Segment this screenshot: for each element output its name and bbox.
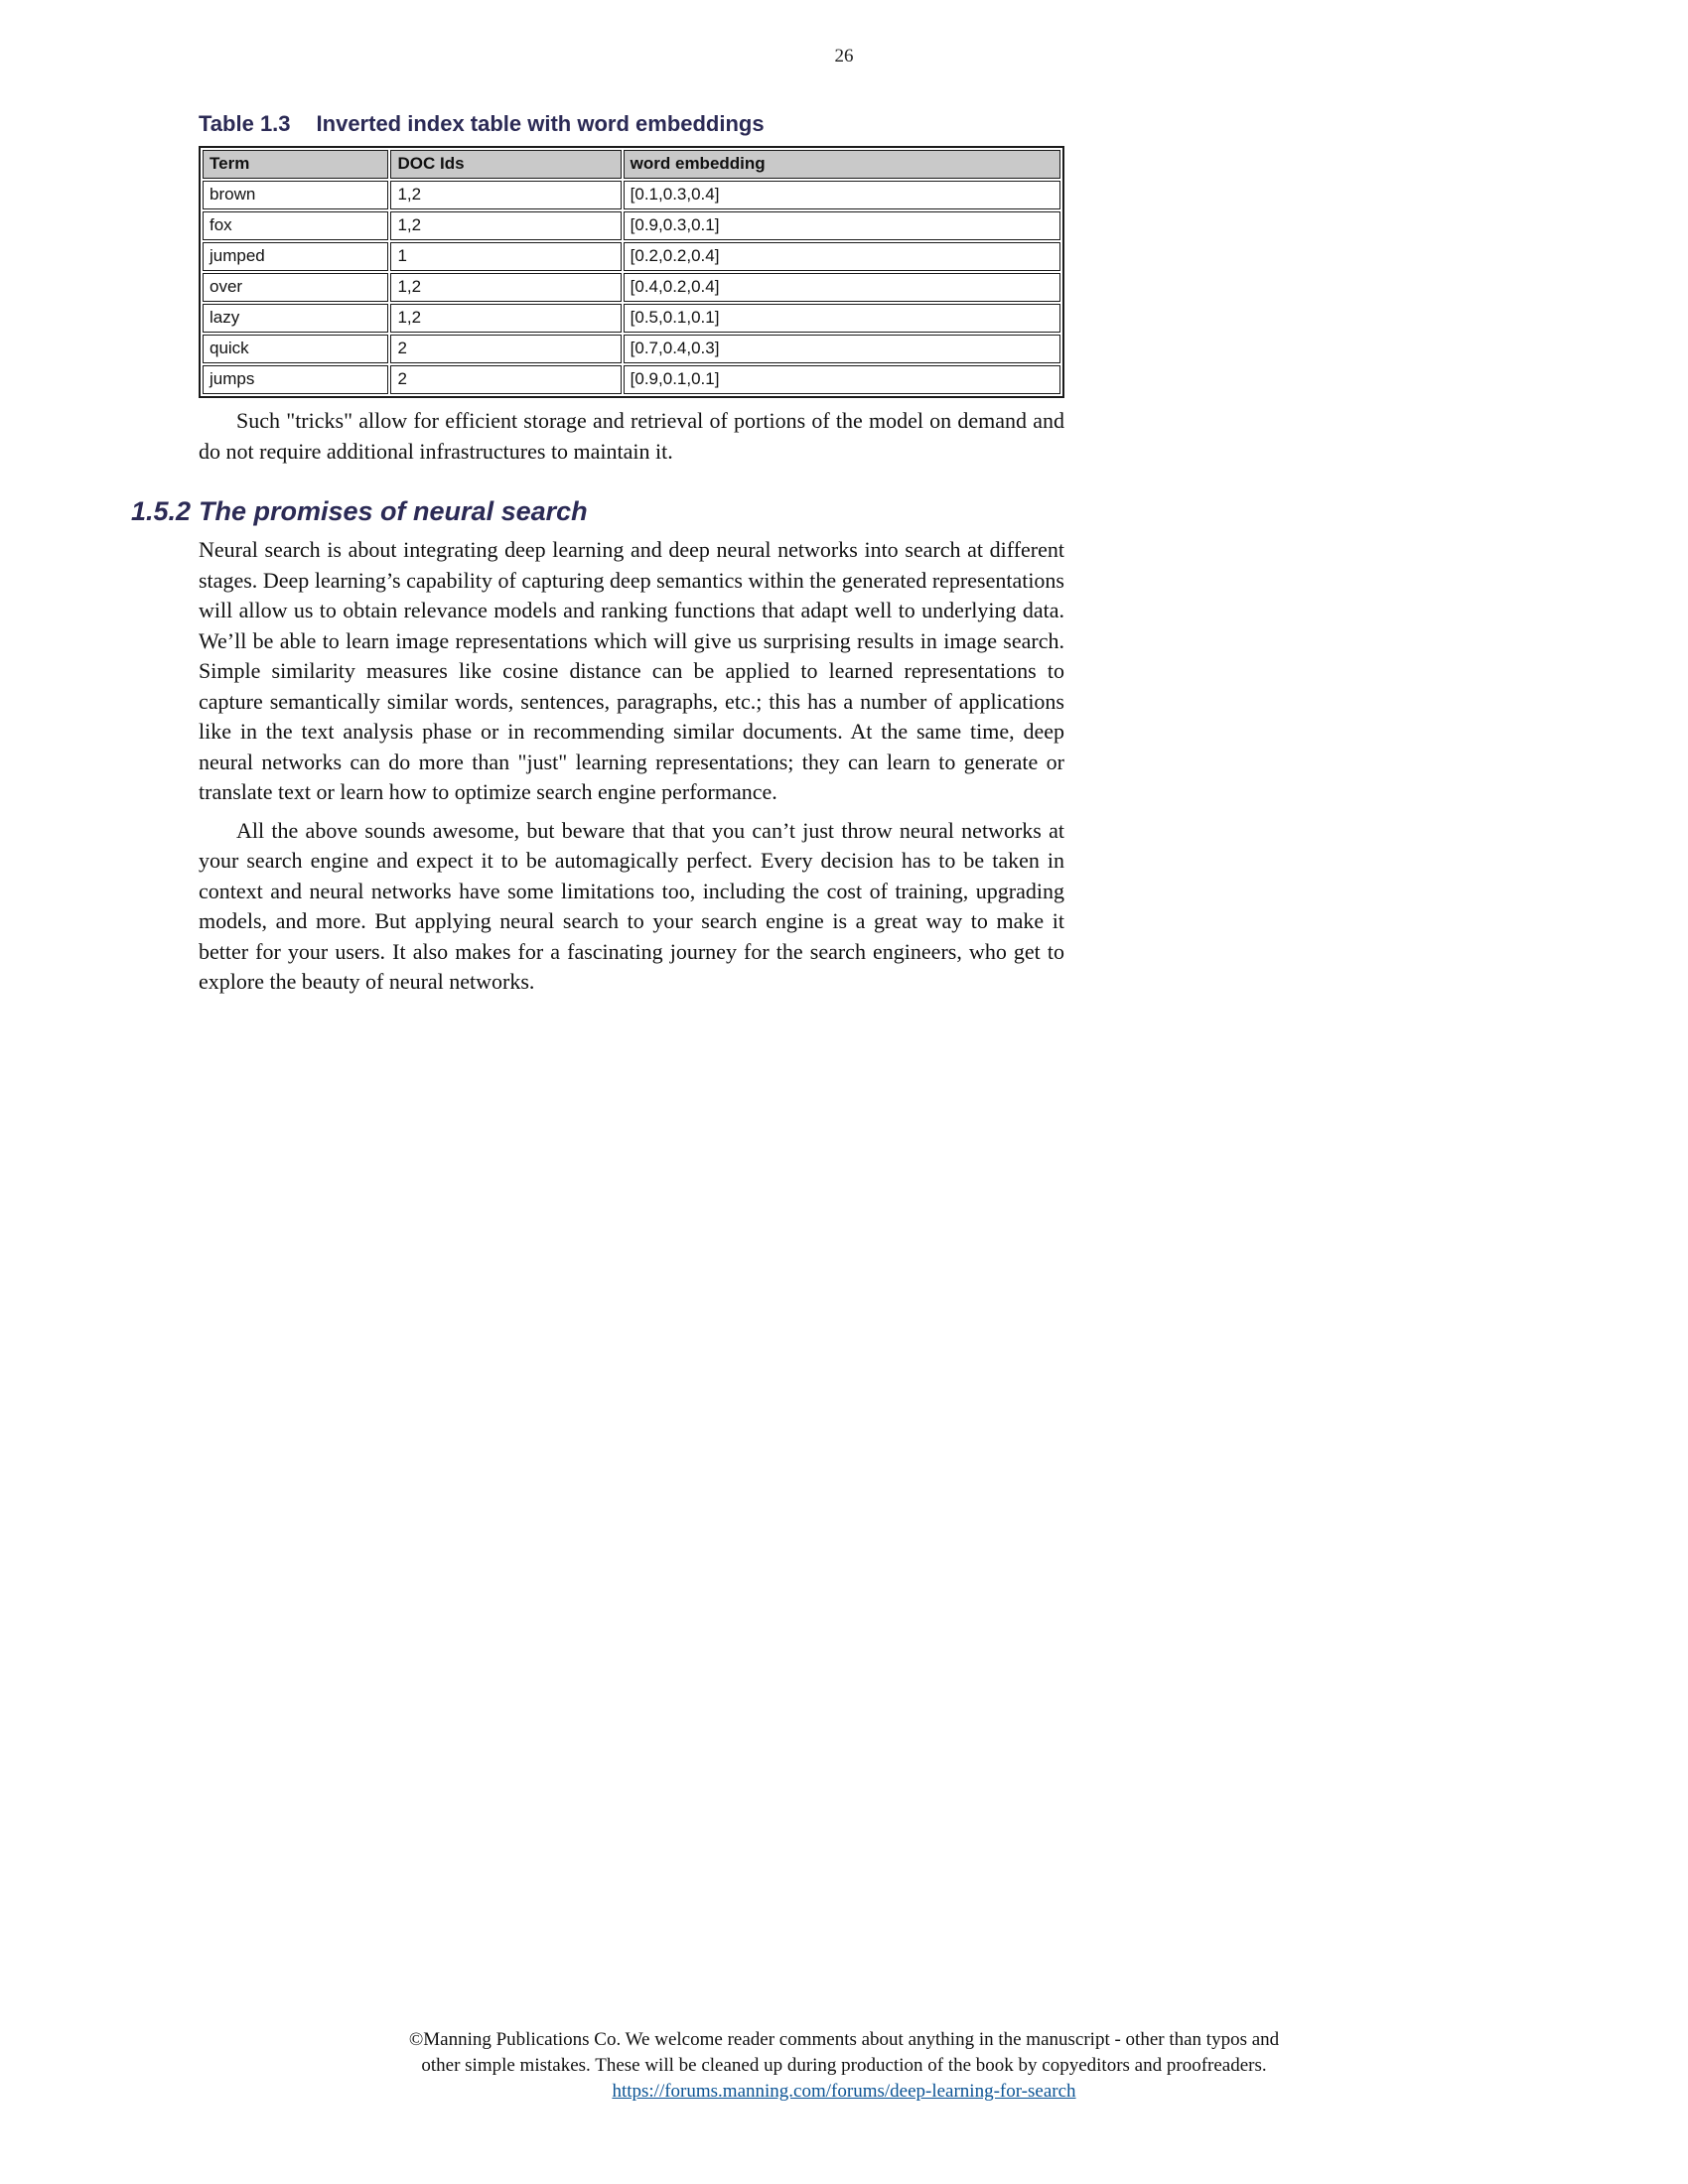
- table-cell: 1: [390, 242, 621, 271]
- table-cell: [0.2,0.2,0.4]: [624, 242, 1060, 271]
- page-footer: [0, 2027, 1688, 2105]
- table-cell: [0.9,0.1,0.1]: [624, 365, 1060, 394]
- footer-link[interactable]: https://forums.manning.com/forums/deep-learning-for-search: [612, 2081, 1076, 2102]
- table-cell: 2: [390, 335, 621, 363]
- table-cell: fox: [203, 211, 388, 240]
- paragraph-neural-search: Neural search is about integrating deep learning and deep neural networks into search at different stages. Deep learning’s capability of capturing deep semantics within the generated representations will allow us to obtain relevance models and ranking functions that adapt well to underlying data. We’ll be able to learn image representations which will give us surprising results in image search. Simple similarity measures like cosine distance can be applied to learned representations to capture semantically similar words, sentences, paragraphs, etc.; this has a number of applications like in the text analysis phase or in recommending similar documents. At the same time, deep neural networks can do more than "just" learning representations; they can learn to generate or translate text or learn how to optimize search engine performance.: [199, 537, 1064, 804]
- inverted-index-table: [199, 146, 1064, 398]
- table-header-cell: Term: [203, 150, 388, 179]
- section-title: The promises of neural search: [199, 496, 588, 526]
- table-cell: 1,2: [390, 304, 621, 333]
- table-cell: 1,2: [390, 181, 621, 209]
- table-row: [203, 242, 1060, 271]
- page-content: [131, 111, 1064, 998]
- table-row: [203, 304, 1060, 333]
- table-cell: jumped: [203, 242, 388, 271]
- table-cell: 2: [390, 365, 621, 394]
- table-header-cell: word embedding: [624, 150, 1060, 179]
- paragraph-caveats: All the above sounds awesome, but beware that that you can’t just throw neural networks at your search engine and expect it to be automagically perfect. Every decision has to be taken in context and neural networks have some limitations too, including the cost of training, upgrading models, and more. But applying neural search to your search engine is a great way to make it better for your users. It also makes for a fascinating journey for the search engineers, who get to explore the beauty of neural networks.: [199, 817, 1064, 994]
- table-row: [203, 211, 1060, 240]
- paragraph-tricks: Such "tricks" allow for efficient storage and retrieval of portions of the model on demand and do not require additional infrastructures to maintain it.: [199, 408, 1064, 464]
- table-cell: [0.5,0.1,0.1]: [624, 304, 1060, 333]
- table-header-cell: DOC Ids: [390, 150, 621, 179]
- footer-line-3: [0, 2079, 1688, 2105]
- section-number: 1.5.2: [131, 496, 192, 526]
- table-cell: quick: [203, 335, 388, 363]
- table-cell: jumps: [203, 365, 388, 394]
- table-cell: [0.4,0.2,0.4]: [624, 273, 1060, 302]
- table-row: [203, 181, 1060, 209]
- table-row: [203, 273, 1060, 302]
- footer-line-2: other simple mistakes. These will be cleaned up during production of the book by copyeditors and proofreaders.: [421, 2055, 1267, 2076]
- table-cell: [0.9,0.3,0.1]: [624, 211, 1060, 240]
- section-heading: [131, 496, 1064, 527]
- table-cell: [0.7,0.4,0.3]: [624, 335, 1060, 363]
- table-head: [203, 150, 1060, 179]
- table-caption-text: Inverted index table with word embeddings: [316, 111, 765, 136]
- table-cell: 1,2: [390, 211, 621, 240]
- table-cell: lazy: [203, 304, 388, 333]
- page-number: 26: [834, 46, 854, 67]
- table-cell: [0.1,0.3,0.4]: [624, 181, 1060, 209]
- table-caption: [199, 111, 1064, 137]
- footer-line-1: ©Manning Publications Co. We welcome reader comments about anything in the manuscript - other than typos and: [408, 2029, 1280, 2050]
- table-cell: brown: [203, 181, 388, 209]
- table-cell: over: [203, 273, 388, 302]
- table-cell: 1,2: [390, 273, 621, 302]
- table-header-row: [203, 150, 1060, 179]
- table-caption-label: Table 1.3: [199, 111, 291, 136]
- table-row: [203, 335, 1060, 363]
- table-row: [203, 365, 1060, 394]
- table-body: [203, 181, 1060, 394]
